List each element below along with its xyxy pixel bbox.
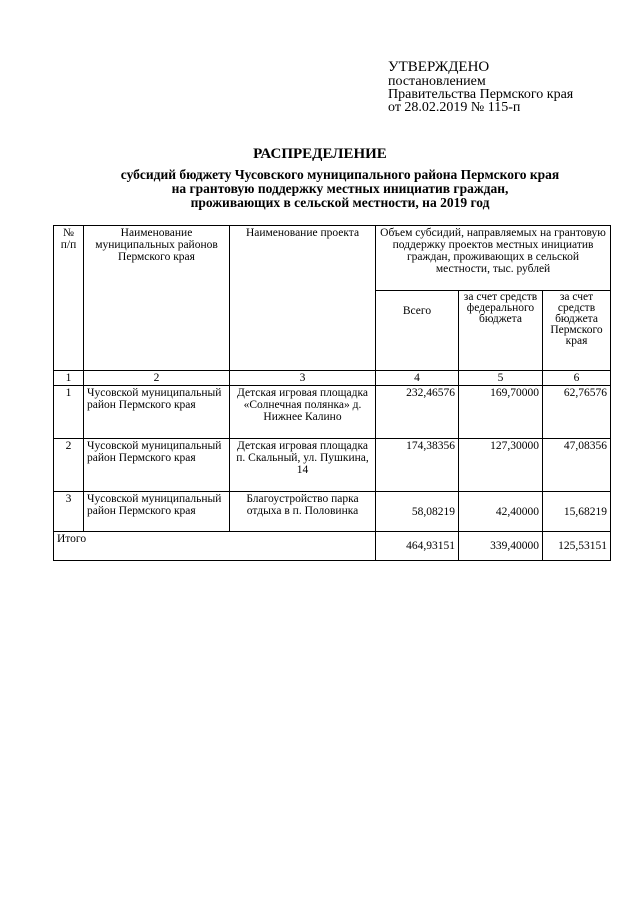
- table-row: [54, 492, 611, 532]
- table-header-row: [54, 226, 611, 291]
- row-project: Благоустройство парка отдыха в п. Половинка: [230, 492, 376, 532]
- row-federal: 169,70000: [459, 386, 543, 439]
- header-total: Всего: [376, 291, 459, 371]
- header-volume: Объем субсидий, направляемых на грантовую поддержку проектов местных инициатив граждан, проживающих в сельской местности, тыс. рублей: [376, 226, 611, 291]
- distribution-table: [53, 225, 611, 561]
- document-subtitle: [80, 168, 600, 210]
- column-number: 1: [54, 371, 84, 386]
- column-number: 3: [230, 371, 376, 386]
- summary-total: 464,93151: [376, 532, 459, 561]
- row-district: Чусовской муниципальный район Пермского края: [84, 439, 230, 492]
- subtitle-line: субсидий бюджету Чусовского муниципального района Пермского края: [120, 167, 560, 182]
- column-number: 5: [459, 371, 543, 386]
- approval-title: УТВЕРЖДЕНО: [388, 59, 490, 75]
- header-num: № п/п: [54, 226, 84, 371]
- row-num: 1: [54, 386, 84, 439]
- approval-line: Правительства Пермского края: [388, 87, 574, 102]
- column-number: 6: [543, 371, 611, 386]
- header-federal: за счет средств федерального бюджета: [459, 291, 543, 371]
- row-regional: 15,68219: [543, 492, 611, 532]
- column-number: 4: [376, 371, 459, 386]
- row-total: 174,38356: [376, 439, 459, 492]
- row-district: Чусовской муниципальный район Пермского края: [84, 386, 230, 439]
- header-district: Наименование муниципальных районов Пермского края: [84, 226, 230, 371]
- approval-stamp: [388, 60, 573, 114]
- table-row: [54, 386, 611, 439]
- subtitle-line: на грантовую поддержку местных инициатив граждан,: [171, 181, 509, 196]
- row-federal: 42,40000: [459, 492, 543, 532]
- column-numbers-row: [54, 371, 611, 386]
- row-regional: 47,08356: [543, 439, 611, 492]
- summary-regional: 125,53151: [543, 532, 611, 561]
- column-number: 2: [84, 371, 230, 386]
- row-total: 232,46576: [376, 386, 459, 439]
- summary-row: [54, 532, 611, 561]
- row-project: Детская игровая площадка п. Скальный, ул. Пушкина, 14: [230, 439, 376, 492]
- row-project: Детская игровая площадка «Солнечная полянка» д. Нижнее Калино: [230, 386, 376, 439]
- header-project: Наименование проекта: [230, 226, 376, 371]
- header-regional: за счет средств бюджета Пермского края: [543, 291, 611, 371]
- row-num: 3: [54, 492, 84, 532]
- table-row: [54, 439, 611, 492]
- row-num: 2: [54, 439, 84, 492]
- summary-federal: 339,40000: [459, 532, 543, 561]
- row-total: 58,08219: [376, 492, 459, 532]
- approval-line: постановлением: [388, 74, 486, 89]
- document-title: РАСПРЕДЕЛЕНИЕ: [253, 146, 387, 162]
- summary-label: Итого: [54, 532, 376, 561]
- row-regional: 62,76576: [543, 386, 611, 439]
- approval-date: от 28.02.2019 № 115-п: [388, 100, 521, 115]
- row-federal: 127,30000: [459, 439, 543, 492]
- subtitle-line: проживающих в сельской местности, на 2019 год: [190, 195, 490, 210]
- row-district: Чусовской муниципальный район Пермского края: [84, 492, 230, 532]
